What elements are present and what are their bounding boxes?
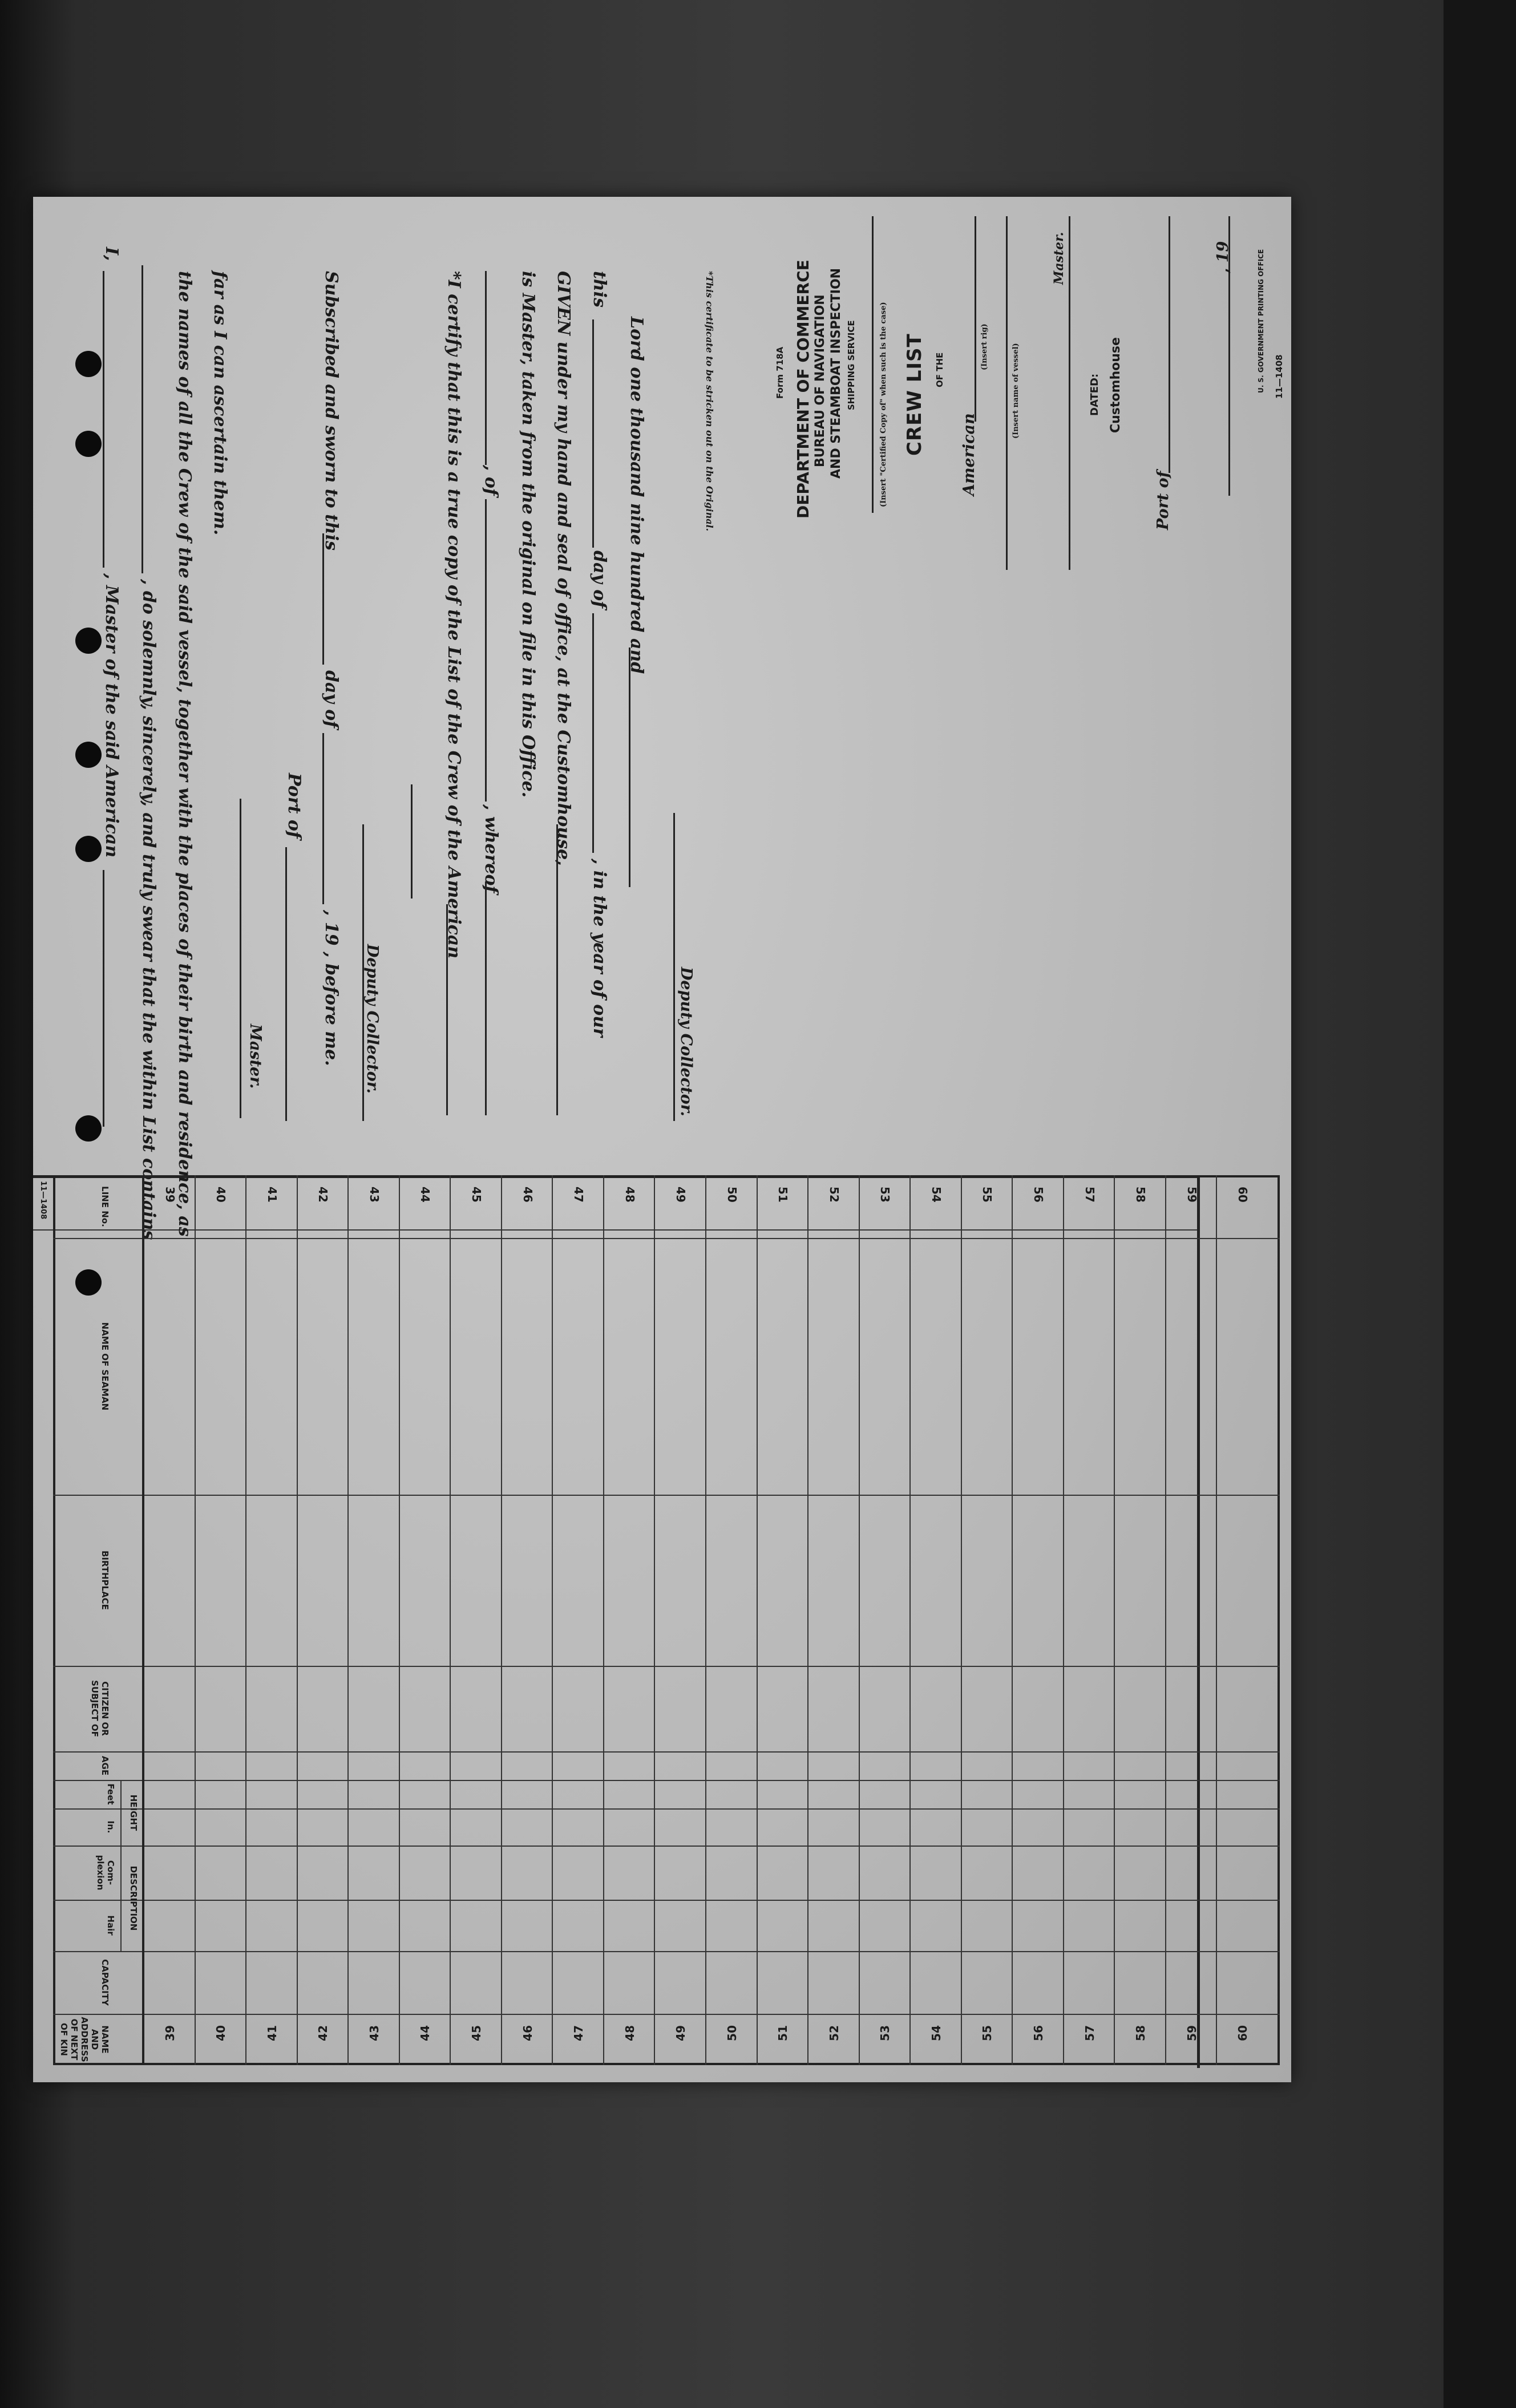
oath-line2: , do solemnly, sincerely, and truly swear that the within List contains: [139, 579, 159, 1240]
table-row-number: 42: [316, 2025, 330, 2041]
header-line-no: LINE No.: [100, 1186, 110, 1227]
table-row-line: [297, 1175, 298, 2065]
table-row-line: [399, 1175, 400, 2065]
table-row-number: 48: [622, 2025, 637, 2041]
lord-line: Lord one thousand nine hundred and: [626, 317, 646, 674]
table-row-line: [501, 1175, 502, 2065]
table-row-number: 59: [1184, 1187, 1199, 1203]
table-row-line: [347, 1175, 349, 2065]
table-row-number: 51: [776, 1187, 790, 1203]
oath-i: I,: [102, 247, 122, 261]
table-row-number: 53: [878, 1187, 892, 1203]
table-row-line: [552, 1175, 553, 2065]
title-port-of: Port of: [1154, 471, 1172, 530]
table-row-number: 58: [1134, 2025, 1148, 2041]
table-header-line: [142, 1175, 144, 2065]
table-column-line: [53, 1951, 1280, 1952]
table-row-number: 60: [1236, 1187, 1250, 1203]
header-hair: Hair: [106, 1915, 116, 1936]
header-capacity: CAPACITY: [100, 1959, 110, 2006]
certify-of: , of: [481, 465, 501, 496]
table-row-line: [195, 1175, 196, 2065]
description-subheader-line: [120, 1846, 122, 1951]
table-row-line: [245, 1175, 246, 2065]
form-number-bottom: 11—1408: [1274, 354, 1284, 399]
table-row-line: [757, 1175, 758, 2065]
title-american: American: [960, 413, 978, 496]
title-dated: DATED:: [1089, 373, 1101, 416]
table-row-number: 58: [1134, 1187, 1148, 1203]
table-row-number: 60: [1236, 2025, 1250, 2041]
table-row-line: [909, 1175, 911, 2065]
table-row-line: [450, 1175, 451, 2065]
table-row-line: [1114, 1175, 1115, 2065]
title-bureau1: BUREAU OF NAVIGATION: [813, 294, 827, 467]
oath-master-of: , Master of the said American: [102, 573, 122, 858]
punch-hole-icon: [75, 628, 102, 654]
table-row-line: [1165, 1175, 1166, 2065]
table-row-line: [859, 1175, 860, 2065]
table-row-number: 43: [367, 1187, 381, 1203]
table-row-number: 53: [878, 2025, 892, 2041]
table-row-number: 56: [1032, 2025, 1046, 2041]
given-line: GIVEN under my hand and seal of office, at the Customhouse,: [553, 271, 573, 866]
table-column-line: [53, 1666, 1280, 1667]
table-column-line: [53, 2014, 1280, 2015]
title-dept: DEPARTMENT OF COMMERCE: [794, 260, 812, 519]
table-row-number: 56: [1032, 1187, 1046, 1203]
table-row-number: 57: [1082, 1187, 1097, 1203]
table-row-line: [1063, 1175, 1064, 2065]
table-row-number: 41: [265, 1187, 279, 1203]
punch-hole-icon: [75, 836, 102, 862]
header-next-of-kin: NAME AND ADDRESS OF NEXT OF KIN: [59, 2017, 110, 2062]
table-row-number: 39: [163, 2025, 177, 2041]
table-row-number: 41: [265, 2025, 279, 2041]
this-text: this: [589, 271, 609, 307]
table-row-number: 52: [827, 2025, 841, 2041]
day-of-text-2: day of: [589, 551, 609, 609]
table-row-number: 49: [674, 1187, 688, 1203]
rotated-form-content: [33, 197, 1291, 2082]
table-row-number: 47: [572, 1187, 586, 1203]
header-height: HEIGHT: [128, 1794, 139, 1831]
title-of-the: OF THE: [935, 352, 945, 387]
day-of-text: day of: [321, 670, 341, 729]
title-insert-rig: (Insert rig): [980, 323, 989, 370]
punch-hole-icon: [75, 1115, 102, 1142]
table-row-number: 48: [622, 1187, 637, 1203]
header-inches: In.: [106, 1820, 116, 1834]
table-row-number: 39: [163, 1187, 177, 1203]
punch-hole-icon: [75, 351, 102, 377]
header-feet: Feet: [106, 1783, 116, 1805]
crew-list-form-sheet: [33, 197, 1291, 2082]
title-insert-cert: (Insert "Certified Copy of" when such is the case): [879, 302, 888, 507]
title-year19: , 19: [1214, 241, 1232, 273]
table-row-line: [1012, 1175, 1013, 2065]
title-form: Form 718A: [775, 346, 785, 399]
table-row-number: 50: [725, 1187, 739, 1203]
table-row-line: [807, 1175, 808, 2065]
table-row-line: [961, 1175, 962, 2065]
table-form-number: 11—1408: [39, 1181, 47, 1220]
header-age: AGE: [100, 1755, 110, 1776]
film-edge: [1444, 0, 1516, 2408]
table-column-line: [53, 1780, 1280, 1781]
port-of-label: Port of: [284, 773, 304, 839]
table-row-number: 46: [520, 1187, 535, 1203]
table-row-number: 42: [316, 1187, 330, 1203]
table-row-number: 47: [572, 2025, 586, 2041]
table-row-number: 45: [470, 2025, 484, 2041]
table-column-line: [53, 1238, 1280, 1239]
deputy-collector-label-2: Deputy Collector.: [677, 967, 695, 1116]
title-bureau2: AND STEAMBOAT INSPECTION: [829, 268, 843, 479]
header-birthplace: BIRTHPLACE: [100, 1550, 110, 1610]
header-description: DESCRIPTION: [128, 1865, 139, 1931]
table-row-line: [654, 1175, 655, 2065]
oath-line3: the names of all the Crew of the said vessel, together with the places of their birth and residence, as: [175, 271, 195, 1237]
table-border: [53, 1175, 1280, 2065]
table-row-line: [705, 1175, 706, 2065]
table-row-number: 55: [980, 1187, 995, 1203]
year-before-me: , 19 , before me.: [321, 910, 341, 1066]
table-row-number: 46: [520, 2025, 535, 2041]
table-row-line: [1216, 1175, 1217, 2065]
table-column-line: [53, 1495, 1280, 1496]
header-complexion: Com- plexion: [95, 1855, 116, 1891]
footnote: *This certificate to be stricken out on the Original.: [704, 271, 715, 532]
table-row-number: 54: [929, 1187, 943, 1203]
subscribed-text: Subscribed and sworn to this: [321, 271, 341, 551]
punch-hole-icon: [75, 431, 102, 457]
title-block: [743, 196, 1291, 1175]
title-customhouse: Customhouse: [1109, 337, 1123, 433]
table-row-number: 44: [418, 2025, 432, 2041]
table-row-number: 40: [214, 2025, 228, 2041]
header-name-of-seaman: NAME OF SEAMAN: [100, 1322, 110, 1411]
table-column-line: [53, 1900, 1280, 1901]
in-the-year-text: , in the year of our: [589, 859, 609, 1037]
table-row-number: 50: [725, 2025, 739, 2041]
crew-table-columns: [39, 1175, 1280, 2065]
master-signature-label: Master.: [246, 1024, 264, 1089]
punch-hole-icon: [75, 742, 102, 768]
table-column-line: [53, 1751, 1280, 1753]
table-row-number: 49: [674, 2025, 688, 2041]
table-row-number: 57: [1082, 2025, 1097, 2041]
table-row-number: 59: [1184, 2025, 1199, 2041]
certify-whereof: , whereof: [481, 804, 501, 893]
table-column-line: [53, 1808, 1280, 1810]
title-master: Master.: [1052, 232, 1066, 285]
gpo-imprint: U. S. GOVERNMENT PRINTING OFFICE: [1257, 249, 1265, 393]
certify-line1: *I certify that this is a true copy of the List of the Crew of the American: [444, 271, 464, 959]
table-row-number: 44: [418, 1187, 432, 1203]
height-subheader-line: [120, 1780, 122, 1846]
oath-line4: far as I can ascertain them.: [210, 271, 230, 536]
table-row-number: 40: [214, 1187, 228, 1203]
certify-line2: is Master, taken from the original on file in this Office.: [518, 271, 538, 798]
title-shipping-service: SHIPPING SERVICE: [846, 320, 856, 410]
table-row-number: 52: [827, 1187, 841, 1203]
header-citizen: CITIZEN OR SUBJECT OF: [90, 1680, 110, 1737]
table-row-number: 43: [367, 2025, 381, 2041]
deputy-collector-label-1: Deputy Collector.: [363, 944, 381, 1094]
table-row-line: [603, 1175, 604, 2065]
table-row-number: 45: [470, 1187, 484, 1203]
title-crew-list: CREW LIST: [903, 333, 926, 456]
table-row-number: 54: [929, 2025, 943, 2041]
table-column-line: [53, 1846, 1280, 1847]
table-row-number: 51: [776, 2025, 790, 2041]
table-row-number: 55: [980, 2025, 995, 2041]
title-insert-name: (Insert name of vessel): [1012, 343, 1020, 439]
